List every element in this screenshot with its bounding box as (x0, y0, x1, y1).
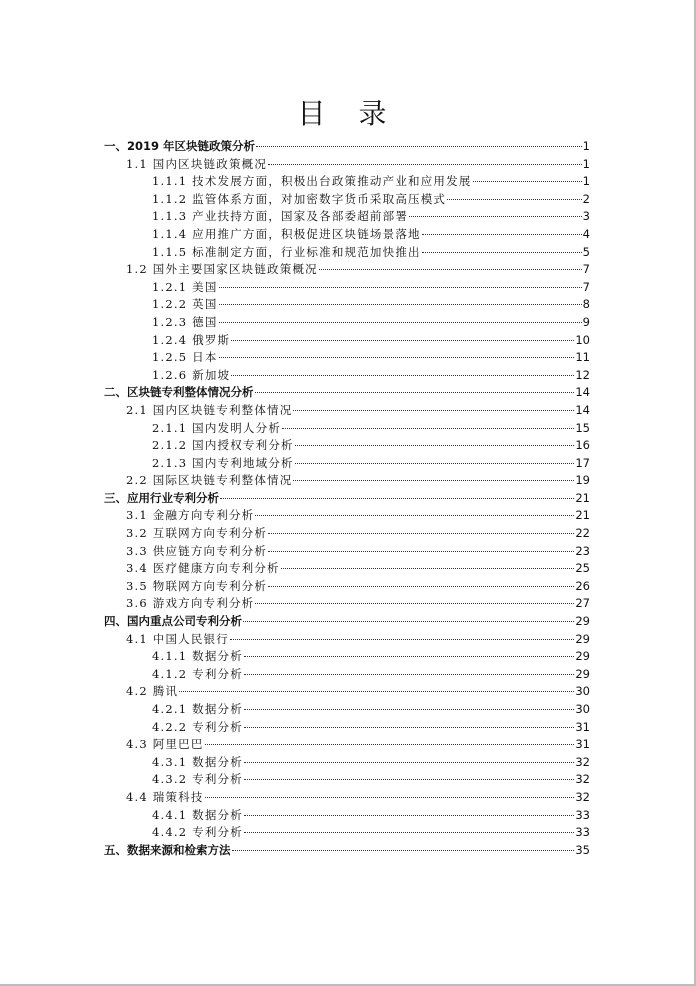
toc-entry-page-number: 1 (582, 174, 590, 189)
toc-entry-label: 2.2 国际区块链专利整体情况 (126, 473, 293, 488)
toc-entry-label: 1.2.5 日本 (152, 350, 218, 365)
toc-entry[interactable] (104, 543, 590, 561)
toc-entry[interactable] (104, 138, 590, 156)
toc-entry[interactable] (104, 719, 590, 737)
toc-entry[interactable] (104, 279, 590, 297)
toc-entry-page-number: 12 (575, 367, 590, 382)
toc-entry[interactable] (104, 631, 590, 649)
toc-entry-page-number: 31 (575, 719, 590, 734)
dot-leader (230, 639, 574, 640)
dot-leader (293, 410, 574, 411)
toc-entry-label: 2.1.2 国内授权专利分析 (152, 438, 294, 453)
toc-entry-label: 五、数据来源和检索方法 (104, 842, 231, 857)
toc-entry-page-number: 30 (575, 702, 590, 716)
toc-entry-page-number: 32 (575, 754, 590, 769)
dot-leader (295, 463, 575, 464)
toc-entry[interactable] (104, 156, 590, 174)
toc-entry-page-number: 19 (575, 473, 590, 488)
dot-leader (243, 621, 574, 622)
dot-leader (244, 674, 574, 675)
toc-entry-page-number: 21 (575, 508, 590, 523)
dot-leader (255, 603, 574, 604)
toc-entry[interactable] (104, 244, 590, 262)
toc-entry-label: 1.2.1 美国 (152, 279, 218, 294)
dot-leader (219, 322, 582, 323)
toc-entry-label: 3.3 供应链方向专利分析 (126, 543, 268, 558)
toc-entry[interactable] (104, 754, 590, 772)
dot-leader (293, 480, 574, 481)
toc-entry-page-number: 3 (582, 209, 590, 224)
dot-leader (473, 181, 582, 182)
dot-leader (220, 498, 574, 499)
toc-entry-label: 4.2.1 数据分析 (152, 702, 243, 716)
toc-entry[interactable] (104, 367, 590, 385)
toc-entry[interactable] (104, 420, 590, 438)
toc-entry-page-number: 5 (582, 244, 590, 259)
dot-leader (244, 656, 574, 657)
toc-entry-label: 3.5 物联网方向专利分析 (126, 578, 268, 593)
toc-entry-label: 4.1.1 数据分析 (152, 649, 243, 664)
toc-entry-page-number: 4 (582, 226, 590, 241)
toc-entry-label: 1.1 国内区块链政策概况 (126, 156, 268, 171)
toc-entry-label: 2.1 国内区块链专利整体情况 (126, 402, 293, 417)
dot-leader (268, 586, 574, 587)
dot-leader (268, 551, 574, 552)
dot-leader (422, 234, 582, 235)
toc-entry-page-number: 7 (582, 279, 590, 294)
toc-entry-label: 3.6 游戏方向专利分析 (126, 596, 255, 611)
toc-entry-page-number: 16 (575, 438, 590, 453)
toc-entry[interactable] (104, 472, 590, 490)
toc-entry-page-number: 17 (575, 455, 590, 470)
toc-entry-page-number: 23 (575, 543, 590, 558)
dot-leader (255, 515, 574, 516)
toc-entry-page-number: 1 (582, 156, 590, 171)
dot-leader (219, 357, 575, 358)
toc-entry-page-number: 29 (575, 614, 590, 629)
toc-entry[interactable] (104, 208, 590, 226)
toc-entry-label: 四、国内重点公司专利分析 (104, 614, 242, 629)
toc-entry-page-number: 7 (582, 262, 590, 277)
toc-entry-label: 1.1.1 技术发展方面，积极出台政策推动产业和应用发展 (152, 174, 472, 189)
dot-leader (319, 269, 582, 270)
toc-entry[interactable] (104, 771, 590, 789)
toc-entry-label: 1.2.3 德国 (152, 314, 218, 329)
toc-entry-page-number: 31 (575, 737, 590, 752)
dot-leader (232, 850, 575, 851)
dot-leader (244, 779, 574, 780)
toc-entry-label: 1.1.4 应用推广方面，积极促进区块链场景落地 (152, 226, 421, 241)
dot-leader (422, 252, 582, 253)
toc-entry-page-number: 14 (575, 402, 590, 417)
toc-entry-label: 2.1.3 国内专利地域分析 (152, 455, 294, 470)
dot-leader (447, 199, 582, 200)
toc-entry[interactable] (104, 648, 590, 666)
dot-leader (282, 428, 574, 429)
dot-leader (231, 340, 574, 341)
toc-entry-page-number: 29 (575, 649, 590, 664)
toc-entry-label: 1.1.3 产业扶持方面，国家及各部委超前部署 (152, 209, 409, 224)
table-of-contents (104, 138, 590, 859)
toc-entry[interactable] (104, 560, 590, 578)
dot-leader (244, 815, 574, 816)
toc-entry-page-number: 33 (575, 825, 590, 840)
toc-entry-label: 4.2.2 专利分析 (152, 719, 243, 734)
dot-leader (255, 392, 575, 393)
toc-entry-page-number: 35 (575, 842, 590, 857)
toc-entry-label: 1.1.2 监管体系方面，对加密数字货币采取高压模式 (152, 191, 447, 206)
dot-leader (244, 709, 574, 710)
toc-entry[interactable] (104, 666, 590, 684)
toc-entry-label: 1.2.4 俄罗斯 (152, 332, 231, 347)
toc-entry-label: 4.1 中国人民银行 (126, 631, 229, 646)
toc-entry[interactable] (104, 191, 590, 209)
toc-entry-label: 3.1 金融方向专利分析 (126, 508, 255, 523)
toc-entry-page-number: 32 (575, 772, 590, 787)
dot-leader (205, 744, 575, 745)
toc-entry-page-number: 8 (582, 297, 590, 312)
toc-entry[interactable] (104, 261, 590, 279)
dot-leader (244, 727, 574, 728)
toc-entry-page-number: 1 (582, 139, 590, 153)
toc-entry[interactable] (104, 349, 590, 367)
toc-entry-page-number: 14 (575, 385, 590, 400)
toc-entry[interactable] (104, 173, 590, 191)
toc-entry-label: 二、区块链专利整体情况分析 (104, 385, 254, 400)
toc-entry-page-number: 29 (575, 631, 590, 646)
toc-entry[interactable] (104, 490, 590, 508)
toc-entry-page-number: 10 (575, 332, 590, 347)
toc-entry[interactable] (104, 384, 590, 402)
dot-leader (219, 287, 582, 288)
toc-entry-label: 1.2.6 新加坡 (152, 367, 231, 382)
toc-entry-page-number: 27 (575, 596, 590, 611)
toc-entry-page-number: 9 (582, 314, 590, 329)
toc-entry[interactable] (104, 455, 590, 473)
toc-entry[interactable] (104, 525, 590, 543)
toc-entry[interactable] (104, 595, 590, 613)
toc-entry-page-number: 26 (575, 578, 590, 593)
dot-leader (244, 762, 574, 763)
toc-entry[interactable] (104, 701, 590, 719)
toc-entry-page-number: 2 (582, 191, 590, 206)
dot-leader (295, 445, 575, 446)
toc-entry-page-number: 22 (575, 526, 590, 541)
dot-leader (409, 216, 582, 217)
toc-entry[interactable] (104, 296, 590, 314)
toc-entry-page-number: 33 (575, 807, 590, 822)
toc-entry[interactable] (104, 578, 590, 596)
toc-entry-label: 1.2 国外主要国家区块链政策概况 (126, 262, 318, 277)
toc-entry-page-number: 25 (575, 561, 590, 576)
toc-entry-page-number: 21 (575, 490, 590, 505)
dot-leader (281, 568, 575, 569)
dot-leader (205, 797, 575, 798)
toc-entry[interactable] (104, 314, 590, 332)
toc-entry-page-number: 30 (575, 684, 590, 699)
toc-entry-page-number: 15 (575, 420, 590, 435)
toc-entry-label: 4.3.2 专利分析 (152, 772, 243, 787)
toc-entry[interactable] (104, 507, 590, 525)
dot-leader (179, 691, 574, 692)
toc-entry[interactable] (104, 842, 590, 860)
dot-leader (231, 375, 574, 376)
dot-leader (244, 832, 574, 833)
toc-entry-page-number: 11 (575, 350, 590, 365)
page-title: 目 录 (297, 97, 399, 130)
toc-entry-label: 1.1.5 标准制定方面，行业标准和规范加快推出 (152, 244, 421, 259)
toc-entry-label: 3.4 医疗健康方向专利分析 (126, 561, 280, 576)
toc-entry[interactable] (104, 613, 590, 631)
dot-leader (268, 533, 574, 534)
toc-entry[interactable] (104, 226, 590, 244)
toc-entry-label: 4.3 阿里巴巴 (126, 737, 204, 752)
toc-entry-label: 一、2019 年区块链政策分析 (104, 139, 256, 153)
toc-entry-label: 4.3.1 数据分析 (152, 754, 243, 769)
dot-leader (219, 304, 582, 305)
toc-entry-label: 4.4.2 专利分析 (152, 825, 243, 840)
toc-entry[interactable] (104, 824, 590, 842)
toc-entry[interactable] (104, 789, 590, 807)
toc-entry[interactable] (104, 402, 590, 420)
toc-entry-label: 3.2 互联网方向专利分析 (126, 526, 268, 541)
toc-entry-label: 三、应用行业专利分析 (104, 490, 219, 505)
toc-entry-page-number: 32 (575, 789, 590, 804)
toc-entry[interactable] (104, 683, 590, 701)
toc-entry-label: 4.1.2 专利分析 (152, 666, 243, 681)
toc-entry[interactable] (104, 437, 590, 455)
toc-entry[interactable] (104, 807, 590, 825)
toc-entry-label: 4.4.1 数据分析 (152, 807, 243, 822)
toc-entry-label: 4.4 瑞策科技 (126, 789, 204, 804)
toc-entry[interactable] (104, 736, 590, 754)
toc-entry-label: 2.1.1 国内发明人分析 (152, 420, 282, 435)
dot-leader (268, 164, 582, 165)
toc-entry-label: 4.2 腾讯 (126, 684, 179, 699)
toc-entry-page-number: 29 (575, 666, 590, 681)
dot-leader (256, 146, 582, 147)
toc-entry-label: 1.2.2 英国 (152, 297, 218, 312)
toc-entry[interactable] (104, 332, 590, 350)
